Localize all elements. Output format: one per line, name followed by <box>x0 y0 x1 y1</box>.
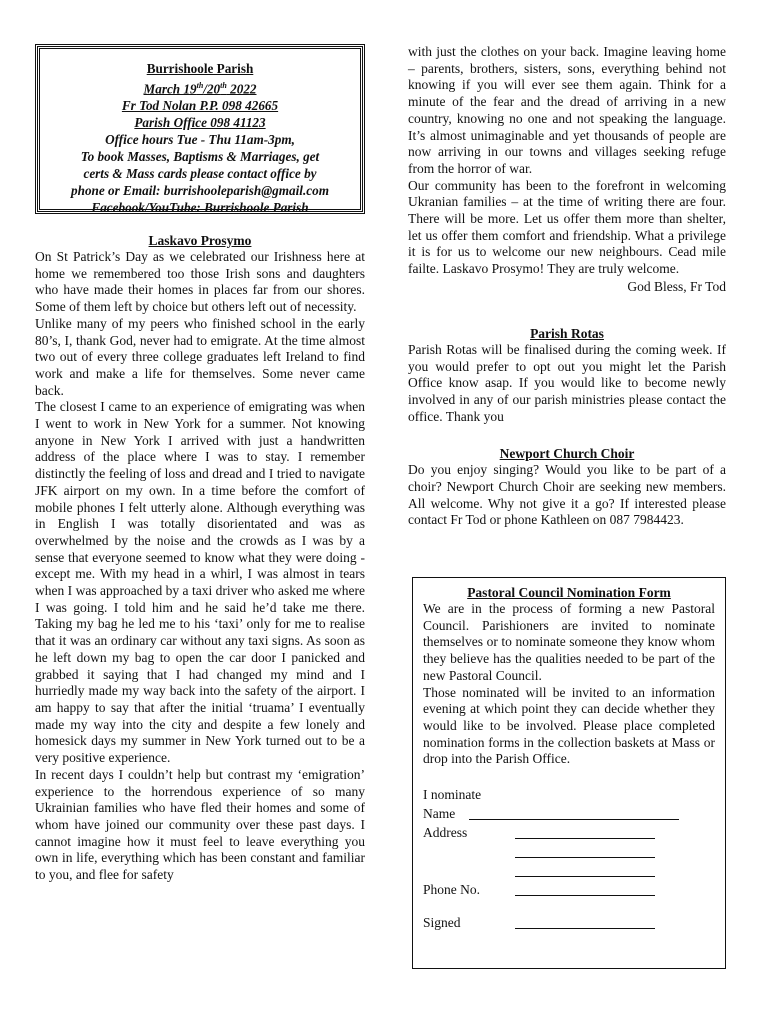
nomination-form <box>412 577 726 969</box>
name-line[interactable] <box>469 807 679 820</box>
address-line-1[interactable] <box>515 826 655 839</box>
booking-line-1: To book Masses, Baptisms & Marriages, get <box>80 149 320 165</box>
phone-label: Phone No. <box>423 882 480 898</box>
phone-line[interactable] <box>515 883 655 896</box>
parish-rotas-heading: Parish Rotas <box>530 325 604 341</box>
laskavo-paragraph-1: On St Patrick’s Day as we celebrated our Irishness here at home we remembered too those Irish sons and daughters who have made their homes in places far from our shores. Some of them left by choice but others left out of necessity. <box>35 249 365 315</box>
booking-line-3: phone or Email: burrishooleparish@gmail.com <box>71 183 329 199</box>
name-field[interactable] <box>423 805 715 824</box>
nomination-paragraph-1: We are in the process of forming a new Pastoral Council. Parishioners are invited to nominate themselves or to nominate someone they know whom they believe has the qualities needed to be part of the new Pastoral Council. <box>423 601 715 683</box>
priest-contact: Fr Tod Nolan P.P. 098 42665 <box>121 98 279 114</box>
parish-rotas-body: Parish Rotas will be finalised during the coming week. If you would prefer to opt out you might let the Parish Office know asap. If you would like to become newly involved in any of our parish ministries please contact the office. Thank you <box>408 341 726 424</box>
phone-field[interactable] <box>423 881 715 900</box>
name-label: Name <box>423 806 456 822</box>
nomination-form-heading: Pastoral Council Nomination Form <box>467 585 671 600</box>
nomination-paragraph-2: Those nominated will be invited to an information evening at which point they can decide whether they would like to be involved. Please place completed nomination forms in the collection baskets at Mass or drop into the Parish Office. <box>423 684 715 767</box>
parish-header-box <box>35 44 365 214</box>
booking-line-2: certs & Mass cards please contact office by <box>83 166 317 182</box>
address-field[interactable] <box>423 824 715 843</box>
choir-heading: Newport Church Choir <box>499 446 635 462</box>
choir-body: Do you enjoy singing? Would you like to be part of a choir? Newport Church Choir are seeking new members. All welcome. Why not give it a go? If interested please contact Fr Tod or phone Kathleen on 087 7984423. <box>408 462 726 528</box>
address-label: Address <box>423 825 468 841</box>
signed-field[interactable] <box>423 914 715 933</box>
right-column <box>408 44 726 529</box>
signed-label: Signed <box>423 915 461 931</box>
laskavo-paragraph-5: Our community has been to the forefront in welcoming Ukranian families – at the time of writing there are four. There will be more. Let us offer them more than shelter, let us offer them comfort and friendship. What a privilege it is for us to welcome our new neighbours. Cead mile failte. Laskavo Prosymo! They are truly welcome. <box>408 177 726 277</box>
address-line-3[interactable] <box>515 864 655 877</box>
laskavo-article <box>35 232 365 884</box>
laskavo-heading: Laskavo Prosymo <box>148 233 252 248</box>
bulletin-date: March 19th/20th 2022 <box>143 81 257 97</box>
laskavo-paragraph-2: Unlike many of my peers who finished school in the early 80’s, I, thank God, never had to emigrate. At the time almost two out of every three college graduates left Ireland to find work and make a life for themselves. Some never came back. <box>35 315 365 398</box>
signoff: God Bless, Fr Tod <box>627 278 726 294</box>
laskavo-paragraph-4-continued: with just the clothes on your back. Imagine leaving home – parents, brothers, sisters, sons, everything behind not knowing if you will ever see them again. Think for a minute of the fear and the dread of arriving in a new country, knowing no one and not speaking the language. It’s almost unimaginable and yet thousands of people are now arriving in our towns and villages seeking refuge from the horror of war. <box>408 44 726 176</box>
laskavo-paragraph-4: In recent days I couldn’t help but contrast my ‘emigration’ experience to the horrendous experience of so many Ukrainian families who have fled their homes and some of whom have joined our community over these past days. I cannot imagine how it must feel to leave everything you own in life, everything which has been constant and familiar to you, and flee for safety <box>35 766 365 883</box>
signed-line[interactable] <box>515 916 655 929</box>
parish-title: Burrishoole Parish <box>146 61 254 76</box>
nominate-label: I nominate <box>423 787 482 803</box>
office-phone: Parish Office 098 41123 <box>134 115 266 131</box>
address-line-2[interactable] <box>515 845 655 858</box>
social-media-line: Facebook/YouTube: Burrishoole Parish <box>91 200 309 216</box>
office-hours: Office hours Tue - Thu 11am-3pm, <box>105 132 295 148</box>
laskavo-paragraph-3: The closest I came to an experience of emigrating was when I went to work in New York for a summer. Not knowing anyone in New York I arrived with just a handwritten address of the place where I was to stay. I remember distinctly the feeling of loss and dread and I tried to navigate JFK airport on my own. In a time before the comfort of mobile phones I felt utterly alone. Although everything was in English I was totally disorientated and was as overwhelmed by the noise and the crowds as I was by a sense that everyone seemed to know what they were doing - except me. With my head in a whirl, I was almost in tears when I was approached by a taxi driver who asked me where I was going. I told him and he said he’d take me there. Taking my bag he led me to his ‘taxi’ only for me to realise that it was an ordinary car without any taxi signs. As soon as he left down my bag to open the car door I panicked and grabbed it saying that I had changed my mind and I hurriedly made my way back into the safety of the airport. I am happy to say that after the initial ‘truama’ I eventually made my way into the city and despite a few lonely and homesick days my summer in New York turned out to be a very positive experience. <box>35 399 365 766</box>
